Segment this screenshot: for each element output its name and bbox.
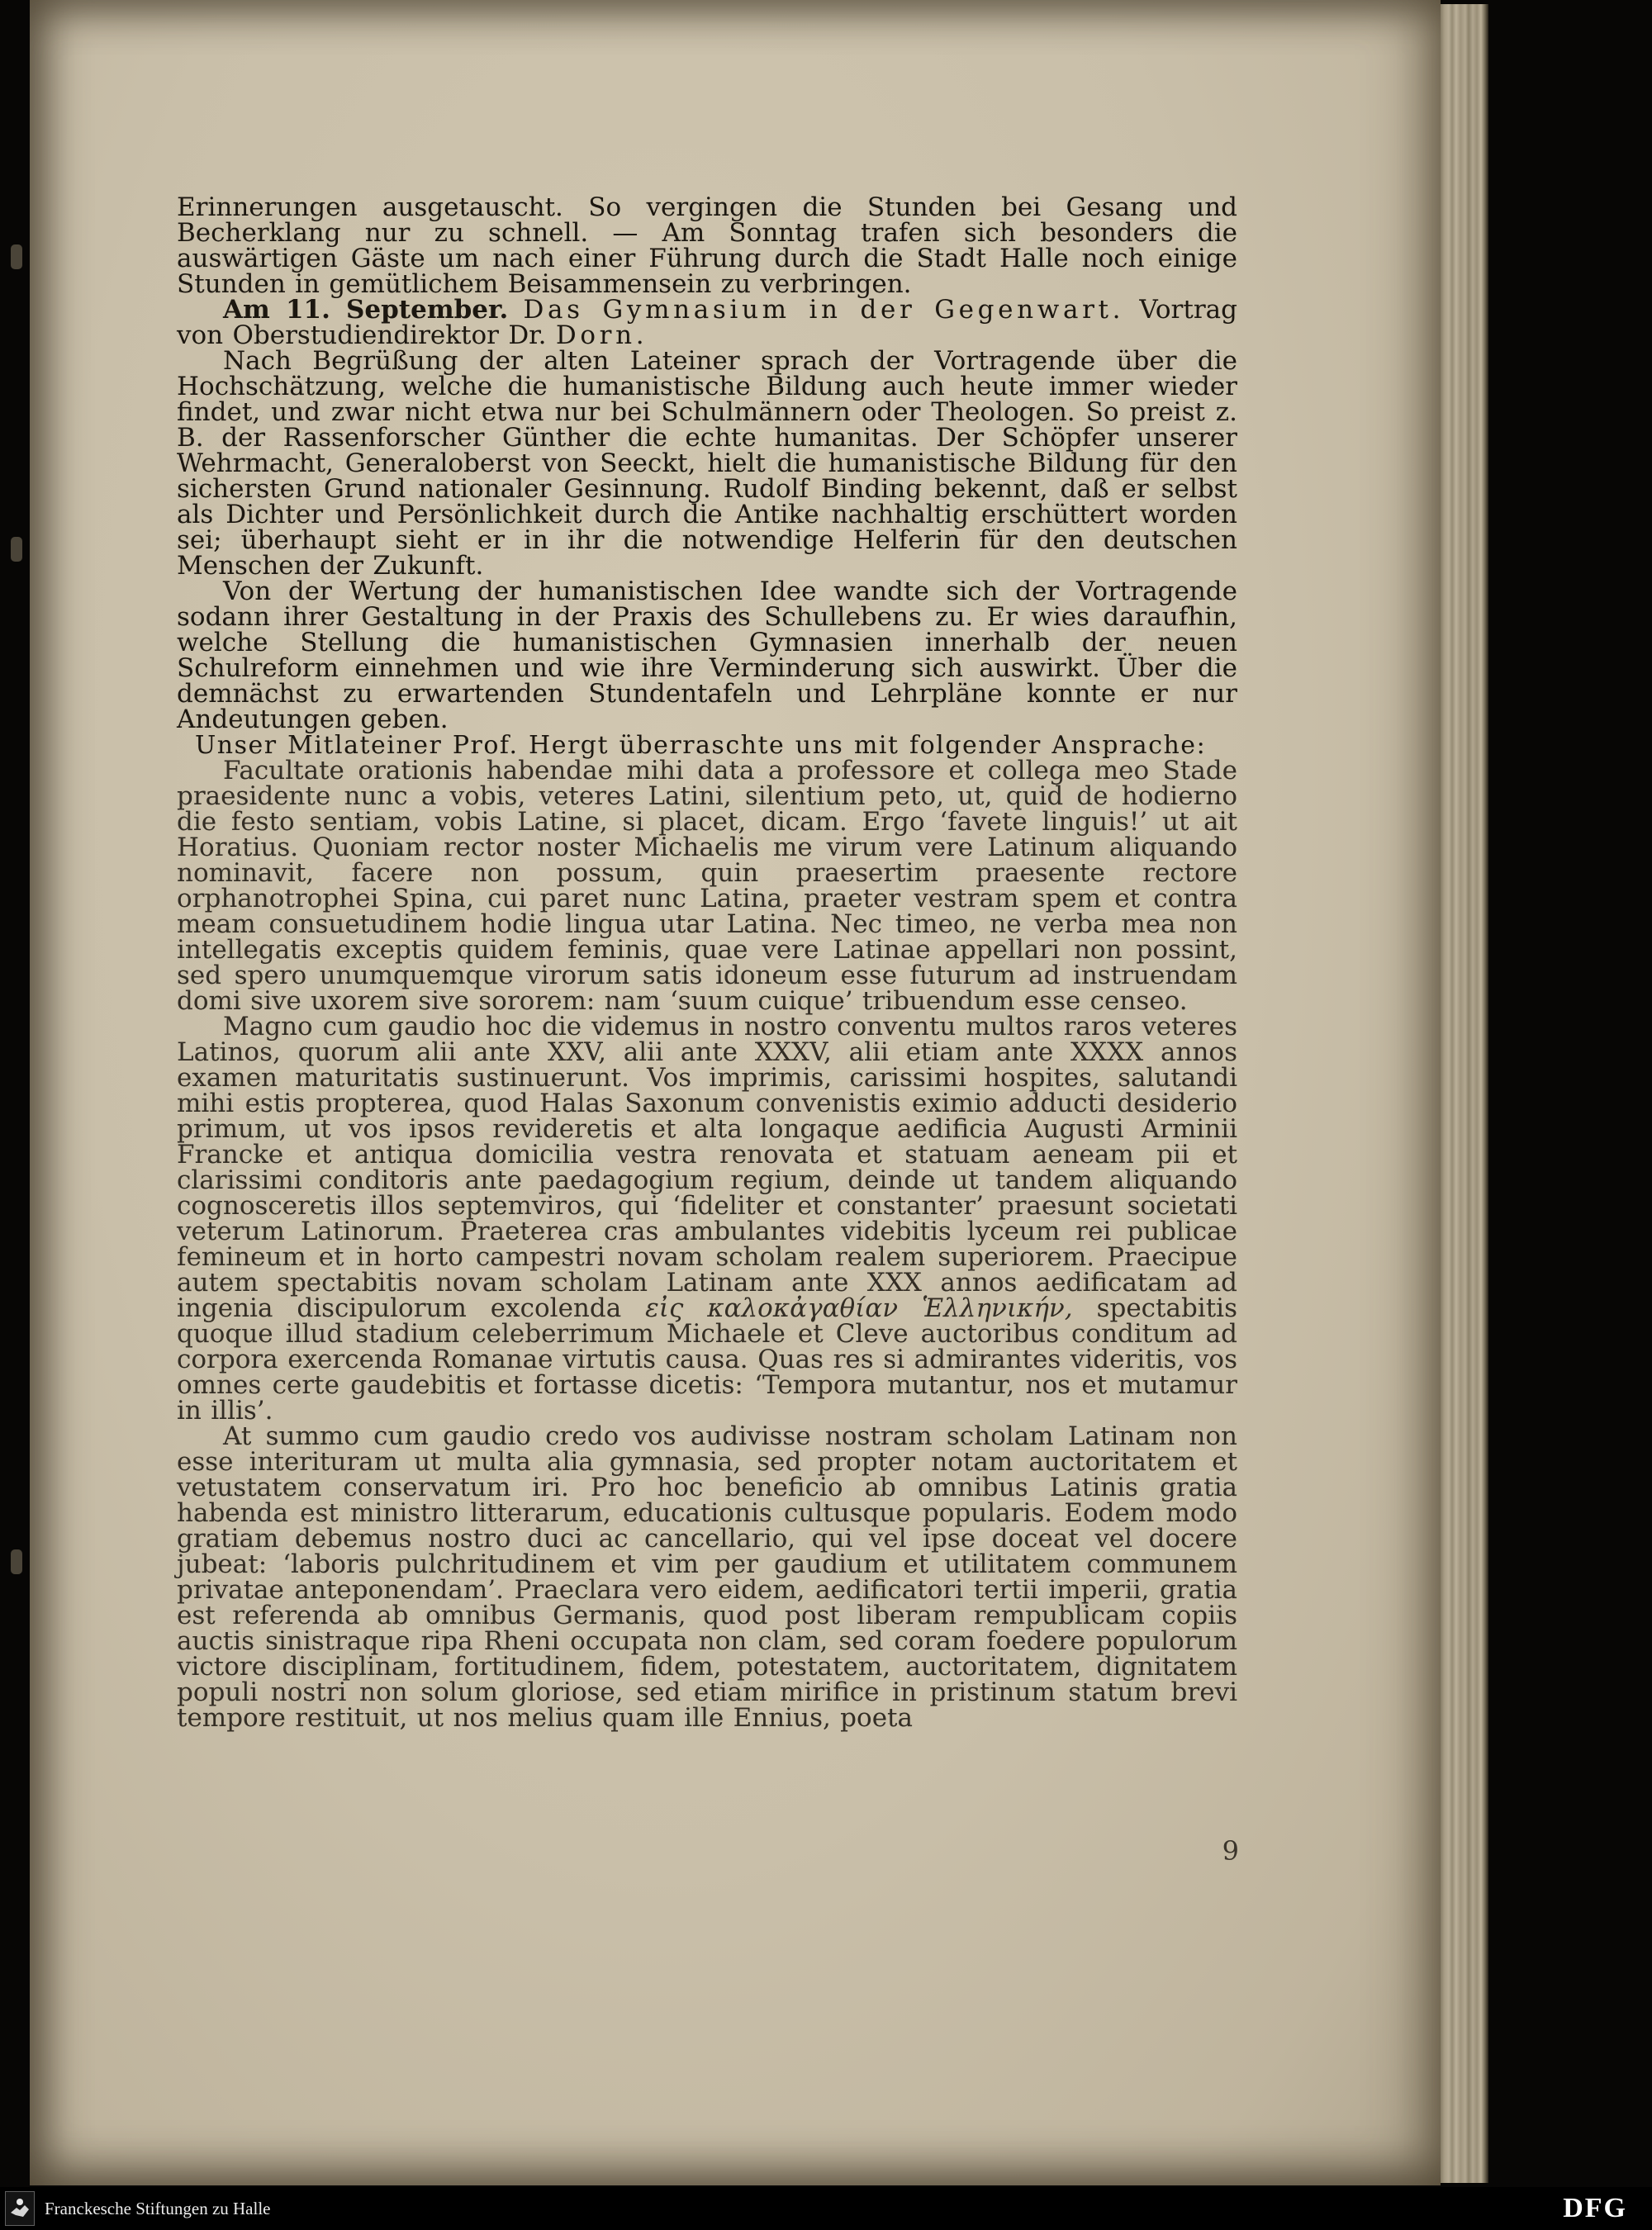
binding-thread — [11, 537, 22, 562]
franckesche-stiftungen-logo-icon — [5, 2191, 35, 2226]
dfg-logo: DFG — [1563, 2193, 1627, 2223]
page-number: 9 — [1222, 1835, 1239, 1867]
heading-lecturer: Vortrag von Oberstudiendirektor Dr. — [177, 295, 1237, 350]
institution-name: Franckesche Stiftungen zu Halle — [45, 2198, 271, 2218]
heading-date: Am 11. September. — [223, 295, 509, 325]
paragraph-continuation: Erinnerungen ausgetauscht. So vergingen die Stunden bei Gesang und Becherklang nur zu schnell. — Am Sonntag trafen sich besonders die auswärtigen Gäste um nach einer Führung durch die Stadt Halle noch einige Stunden in gemütlichem Beisammensein zu verbringen. — [177, 192, 1237, 299]
section-heading — [177, 297, 1237, 349]
greek-phrase: εἰς καλοκἀγαθίαν Ἑλληνικήν, — [645, 1293, 1073, 1323]
heading-title: Das Gymnasium in der Gegenwart. — [523, 295, 1125, 325]
paragraph-hochschaetzung: Nach Begrüßung der alten Lateiner sprach der Vortragende über die Hochschätzung, welche die humanistische Bildung auch heute immer wieder findet, und zwar nicht etwa nur bei Schulmännern oder Theologen. So preist z. B. der Rassenforscher Günther die echte humanitas. Der Schöpfer unserer Wehrmacht, Generaloberst von Seeckt, hielt die humanistische Bildung für den sichersten Grund nationaler Gesinnung. Rudolf Binding bekennt, daß er selbst als Dichter und Persönlichkeit durch die Antike nachhaltig erschüttert worden sei; überhaupt sieht er in ihr die notwendige Helferin für den deutschen Menschen der Zukunft. — [177, 346, 1237, 581]
binding-thread — [11, 244, 22, 269]
heading-lecturer-name: Dorn. — [555, 320, 648, 350]
latin-paragraph-3: At summo cum gaudio credo vos audivisse nostram scholam Latinam non esse interituram ut multa alia gymnasia, sed propter notam auctoritatem et vetustatem conservatum iri. Pro hoc beneficio ab omnibus Latinis gratia habenda est ministro litterarum, educationis cultusque popularis. Eodem modo gratiam debemus nostro duci ac cancellario, qui vel ipse doceat vel docere jubeat: ‘laboris pulchritudinem et vim per gaudium et utilitatem communem privatae anteponendam’. Praeclara vero eidem, aedificatori tertii imperii, gratia est referenda ab omnibus Germanis, quod post liberam rempublicam copiis auctis sinistraque ripa Rheni occupata non clam, sed coram foedere populorum victore disciplinam, fortitudinem, fidem, potestatem, auctoritatem, dignitatem populi nostri non solum gloriose, sed etiam mirifice in pristinum statum brevi tempore restituit, ut nos melius quam ille Ennius, poeta — [177, 1421, 1237, 1733]
eagle-emblem-icon — [9, 2196, 31, 2221]
latin-paragraph-2-text: Magno cum gaudio hoc die videmus in nostro conventu multos raros veteres Latinos, quorum alii ante XXV, alii ante XXXV, alii etiam ante XXXX annos examen maturitatis sustinuerunt. Vos imprimis, carissimi hospites, salutandi mihi estis propterea, quod Halas Saxonum convenistis eximio adducti desiderio primum, ut vos ipsos revideretis et alta longaque aedificia Augusti Arminii Francke et antiqua domicilia vestra renovata et statuam aeneam pii et clarissimi conditoris ante paedagogium regium, deinde ut tandem aliquando cognosceretis illos septemviros, qui ‘fideliter et constanter’ praesunt societati veterum Latinorum. Praeterea cras ambulantes videbitis lyceum rei publicae femineum et in horto campestri novam scholam realem superiorem. Praecipue autem spectabitis novam scholam Latinam ante XXX annos aedificatam ad ingenia discipulorum excolenda — [177, 1012, 1237, 1323]
announcement-line: Unser Mitlateiner Prof. Hergt überraschte uns mit folgender Ansprache: — [195, 731, 1207, 760]
paragraph-wertung: Von der Wertung der humanistischen Idee wandte sich der Vortragende sodann ihrer Gestaltung in der Praxis des Schullebens zu. Er wies daraufhin, welche Stellung die humanistischen Gymnasien innerhalb der neuen Schulreform einnehmen und wie ihre Verminderung sich auswirkt. Über die demnächst zu erwartenden Stundentafeln und Lehrpläne konnte er nur Andeutungen geben. — [177, 576, 1237, 734]
binding-thread — [11, 1549, 22, 1574]
latin-paragraph-2 — [177, 1014, 1237, 1424]
text-block — [177, 192, 1238, 1733]
page-stack-edges — [1441, 4, 1488, 2183]
latin-paragraph-2-continued: spectabitis quoque illud stadium celeberrimum Michaele et Cleve auctoribus conditum ad corpora exercenda Romanae virtutis causa. Quas res si admirantes videritis, vos omnes certe gaudebitis et fortasse dicetis: ‘Tempora mutantur, nos et mutamur in illis’. — [177, 1293, 1238, 1426]
book-page — [30, 0, 1441, 2185]
latin-paragraph-1: Facultate orationis habendae mihi data a professore et collega meo Stade praesidente nunc a vobis, veteres Latini, silentium peto, ut, quid de hodierno die festo sentiam, vobis Latine, si placet, dicam. Ergo ‘favete linguis!’ ut ait Horatius. Quoniam rector noster Michaelis me virum vere Latinum aliquando nominavit, facere non possum, quin praesertim praesente rectore orphanotrophei Spina, cui paret nunc Latina, praeter vestram spem et contra meam consuetudinem hodie lingua utar Latina. Nec timeo, ne verba mea non intellegatis exceptis quidem feminis, quae vere Latinae appellari non possint, sed spero unumquemque virorum satis idoneum esse futurum ad instruendam domi sive uxorem sive sororem: nam ‘suum cuique’ tribuendum esse censeo. — [177, 756, 1237, 1016]
footer-bar — [0, 2187, 1652, 2230]
